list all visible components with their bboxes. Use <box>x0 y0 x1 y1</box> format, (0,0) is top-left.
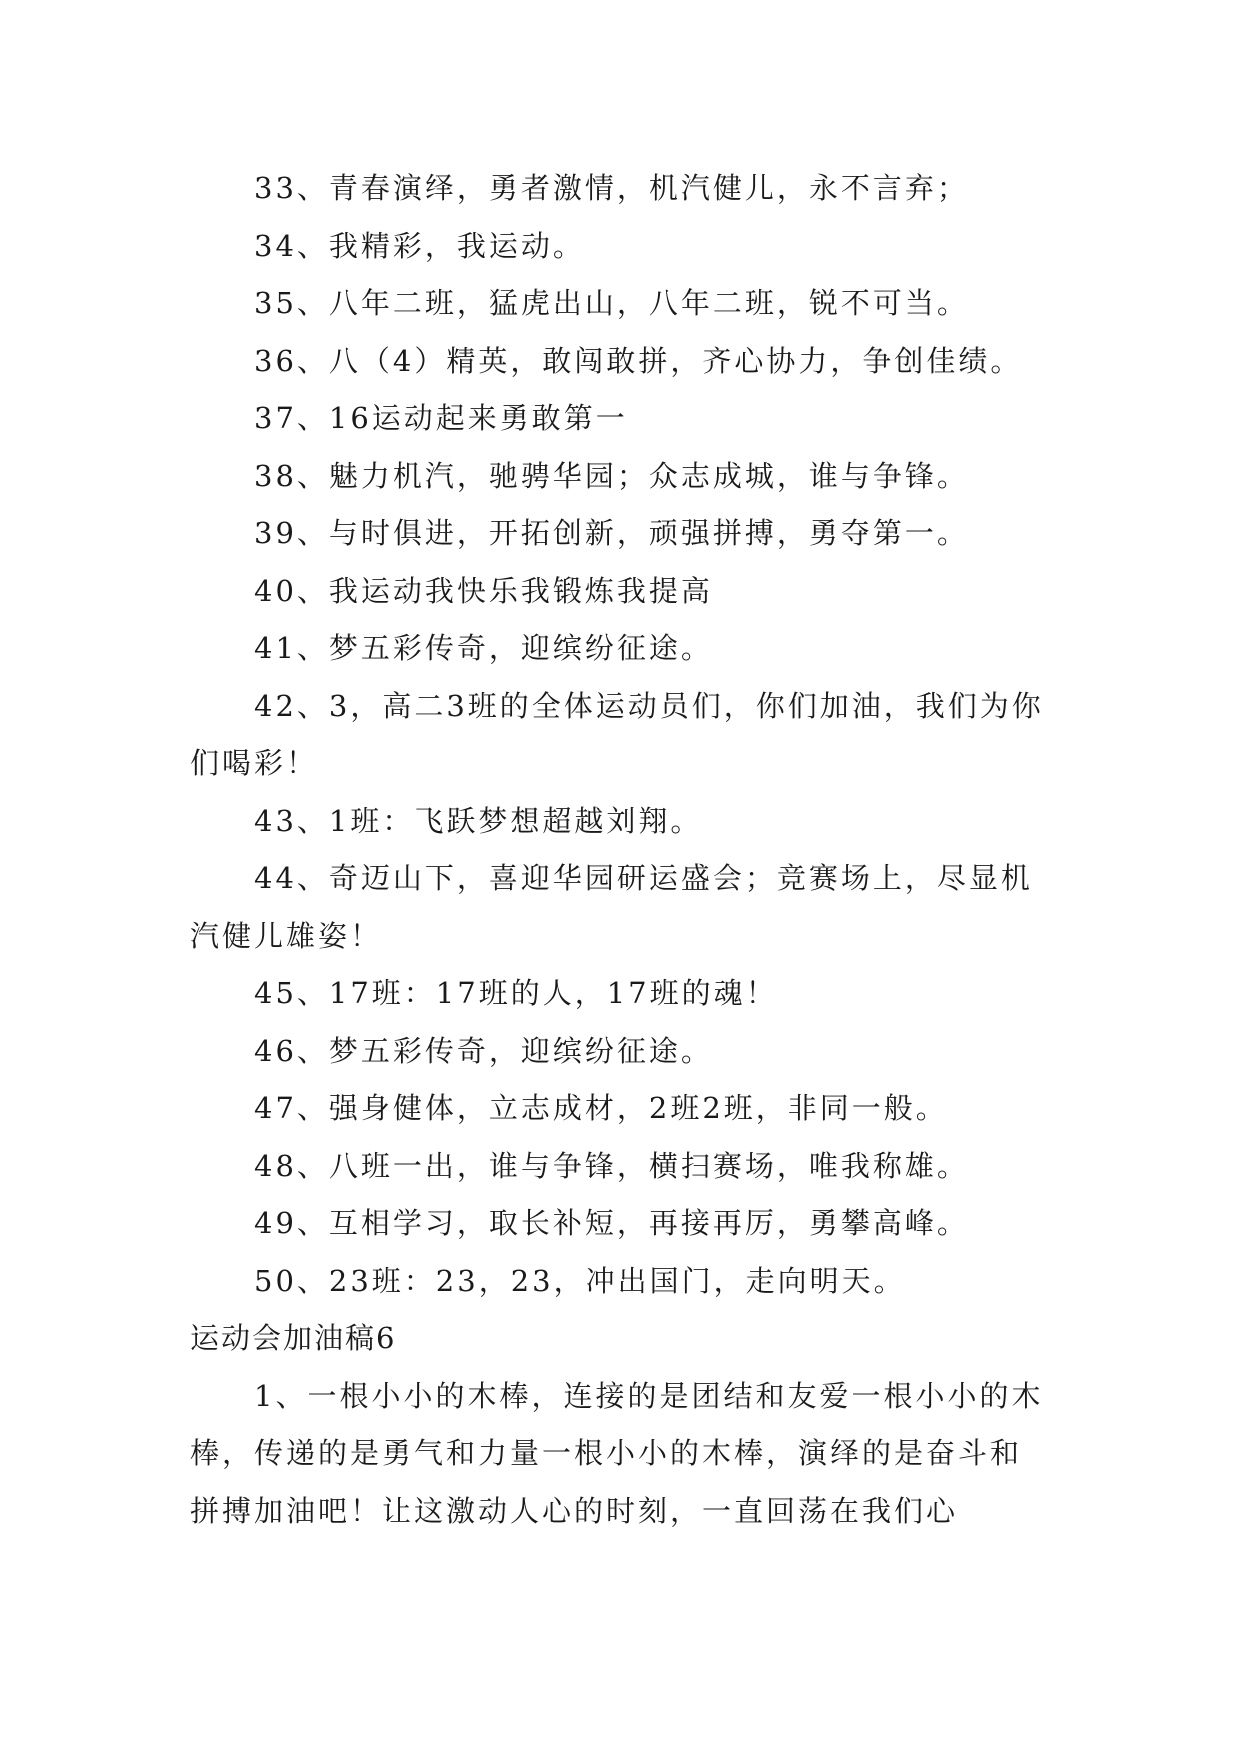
paragraph-44: 44、奇迈山下，喜迎华园研运盛会；竞赛场上，尽显机汽健儿雄姿！ <box>190 861 1033 953</box>
paragraph-section6-1: 1、一根小小的木棒，连接的是团结和友爱一根小小的木棒，传递的是勇气和力量一根小小的木棒，演绎的是奋斗和拼搏加油吧！让这激动人心的时刻，一直回荡在我们心 <box>190 1378 1044 1528</box>
paragraph-50: 50、23班：23，23，冲出国门，走向明天。 <box>254 1263 906 1298</box>
paragraph-47: 47、强身健体，立志成材，2班2班，非同一般。 <box>254 1091 948 1125</box>
paragraph-39: 39、与时俱进，开拓创新，顽强拼搏，勇夺第一。 <box>254 516 969 550</box>
paragraph-36: 36、八（4）精英，敢闯敢拼，齐心协力，争创佳绩。 <box>254 343 1023 378</box>
paragraph-46: 46、梦五彩传奇，迎缤纷征途。 <box>254 1033 713 1068</box>
paragraph-42: 42、3，高二3班的全体运动员们，你们加油，我们为你们喝彩！ <box>190 688 1044 780</box>
paragraph-35: 35、八年二班，猛虎出山，八年二班，锐不可当。 <box>254 286 969 320</box>
paragraph-41: 41、梦五彩传奇，迎缤纷征途。 <box>254 631 713 665</box>
paragraph-37: 37、16运动起来勇敢第一 <box>254 401 628 435</box>
paragraph-43: 43、1班：飞跃梦想超越刘翔。 <box>254 803 703 838</box>
document-page <box>190 160 1050 1540</box>
paragraph-38: 38、魅力机汽，驰骋华园；众志成城，谁与争锋。 <box>254 458 969 493</box>
paragraph-33: 33、青春演绎，勇者激情，机汽健儿，永不言弃； <box>254 171 969 205</box>
paragraph-49: 49、互相学习，取长补短，再接再厉，勇攀高峰。 <box>254 1206 969 1240</box>
paragraph-45: 45、17班：17班的人，17班的魂！ <box>254 976 778 1010</box>
section-title: 运动会加油稿6 <box>190 1321 397 1355</box>
paragraph-34: 34、我精彩，我运动。 <box>254 228 585 263</box>
paragraph-40: 40、我运动我快乐我锻炼我提高 <box>254 573 713 608</box>
paragraph-48: 48、八班一出，谁与争锋，横扫赛场，唯我称雄。 <box>254 1148 969 1183</box>
